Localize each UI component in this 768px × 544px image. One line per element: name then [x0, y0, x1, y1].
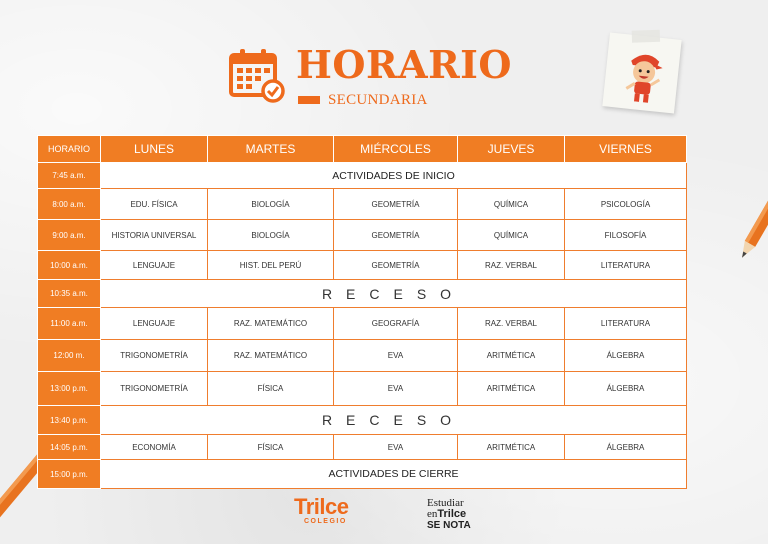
- slogan-prefix: en: [427, 508, 438, 520]
- slogan-line-3: SE NOTA: [427, 520, 471, 531]
- page-subtitle: SECUNDARIA: [328, 92, 428, 108]
- subject-cell: GEOMETRÍA: [334, 189, 458, 220]
- subject-cell: LITERATURA: [565, 308, 687, 340]
- time-cell: 13:40 p.m.: [38, 406, 101, 435]
- table-row: [38, 280, 687, 308]
- time-cell: 10:00 a.m.: [38, 251, 101, 280]
- time-cell: 14:05 p.m.: [38, 435, 101, 460]
- logo-text: Trilce: [294, 494, 349, 519]
- subject-cell: EVA: [334, 340, 458, 372]
- subject-cell: ÁLGEBRA: [565, 435, 687, 460]
- activity-banner: ACTIVIDADES DE INICIO: [101, 163, 687, 189]
- subject-cell: LENGUAJE: [101, 308, 208, 340]
- table-row: [38, 163, 687, 189]
- time-cell: 8:00 a.m.: [38, 189, 101, 220]
- subject-cell: RAZ. MATEMÁTICO: [208, 340, 334, 372]
- table-row: [38, 435, 687, 460]
- time-cell: 7:45 a.m.: [38, 163, 101, 189]
- table-row: [38, 372, 687, 406]
- slogan: [427, 498, 471, 531]
- time-cell: 11:00 a.m.: [38, 308, 101, 340]
- time-cell: 12:00 m.: [38, 340, 101, 372]
- header-row: [38, 136, 687, 163]
- subject-cell: HISTORIA UNIVERSAL: [101, 220, 208, 251]
- column-header-monday: LUNES: [101, 136, 208, 163]
- page-header: [228, 42, 528, 112]
- time-cell: 13:00 p.m.: [38, 372, 101, 406]
- subject-cell: RAZ. VERBAL: [458, 308, 565, 340]
- subject-cell: FILOSOFÍA: [565, 220, 687, 251]
- subject-cell: BIOLOGÍA: [208, 220, 334, 251]
- subject-cell: RAZ. VERBAL: [458, 251, 565, 280]
- subject-cell: BIOLOGÍA: [208, 189, 334, 220]
- time-cell: 10:35 a.m.: [38, 280, 101, 308]
- subject-cell: ÁLGEBRA: [565, 340, 687, 372]
- subject-cell: PSICOLOGÍA: [565, 189, 687, 220]
- table-row: [38, 220, 687, 251]
- time-cell: 9:00 a.m.: [38, 220, 101, 251]
- subject-cell: GEOMETRÍA: [334, 220, 458, 251]
- column-header-thursday: JUEVES: [458, 136, 565, 163]
- subject-cell: QUÍMICA: [458, 189, 565, 220]
- subject-cell: ECONOMÍA: [101, 435, 208, 460]
- subject-cell: ÁLGEBRA: [565, 372, 687, 406]
- subject-cell: FÍSICA: [208, 435, 334, 460]
- subject-cell: EVA: [334, 372, 458, 406]
- table-row: [38, 308, 687, 340]
- recess-banner: RECESO: [101, 406, 687, 435]
- column-header-time: HORARIO: [38, 136, 101, 163]
- subject-cell: GEOGRAFÍA: [334, 308, 458, 340]
- subject-cell: EVA: [334, 435, 458, 460]
- subject-cell: EDU. FÍSICA: [101, 189, 208, 220]
- mascot-icon: [619, 46, 669, 106]
- tape: [632, 30, 660, 43]
- table-row: [38, 460, 687, 489]
- table-row: [38, 340, 687, 372]
- trilce-logo: [294, 496, 364, 525]
- time-cell: 15:00 p.m.: [38, 460, 101, 489]
- column-header-wednesday: MIÉRCOLES: [334, 136, 458, 163]
- schedule-table: [37, 135, 687, 489]
- calendar-icon: [228, 47, 286, 103]
- table-row: [38, 406, 687, 435]
- subject-cell: GEOMETRÍA: [334, 251, 458, 280]
- slogan-brand: Trilce: [437, 508, 467, 520]
- table-row: [38, 251, 687, 280]
- subject-cell: TRIGONOMETRÍA: [101, 372, 208, 406]
- subject-cell: LITERATURA: [565, 251, 687, 280]
- slogan-line-1: Estudiar: [427, 497, 464, 509]
- subject-cell: TRIGONOMETRÍA: [101, 340, 208, 372]
- subject-cell: HIST. DEL PERÚ: [208, 251, 334, 280]
- subject-cell: ARITMÉTICA: [458, 435, 565, 460]
- subject-cell: RAZ. MATEMÁTICO: [208, 308, 334, 340]
- subject-cell: ARITMÉTICA: [458, 340, 565, 372]
- recess-banner: RECESO: [101, 280, 687, 308]
- subject-cell: FÍSICA: [208, 372, 334, 406]
- column-header-friday: VIERNES: [565, 136, 687, 163]
- logo-subtext: COLEGIO: [304, 518, 347, 525]
- subject-cell: QUÍMICA: [458, 220, 565, 251]
- subtitle-bar: [298, 96, 320, 104]
- subject-cell: LENGUAJE: [101, 251, 208, 280]
- pencil-icon: [738, 190, 768, 270]
- table-row: [38, 189, 687, 220]
- activity-banner: ACTIVIDADES DE CIERRE: [101, 460, 687, 489]
- sticky-note: [602, 32, 681, 113]
- slogan-line-2: [427, 509, 471, 520]
- subject-cell: ARITMÉTICA: [458, 372, 565, 406]
- column-header-tuesday: MARTES: [208, 136, 334, 163]
- page-title: HORARIO: [296, 42, 513, 87]
